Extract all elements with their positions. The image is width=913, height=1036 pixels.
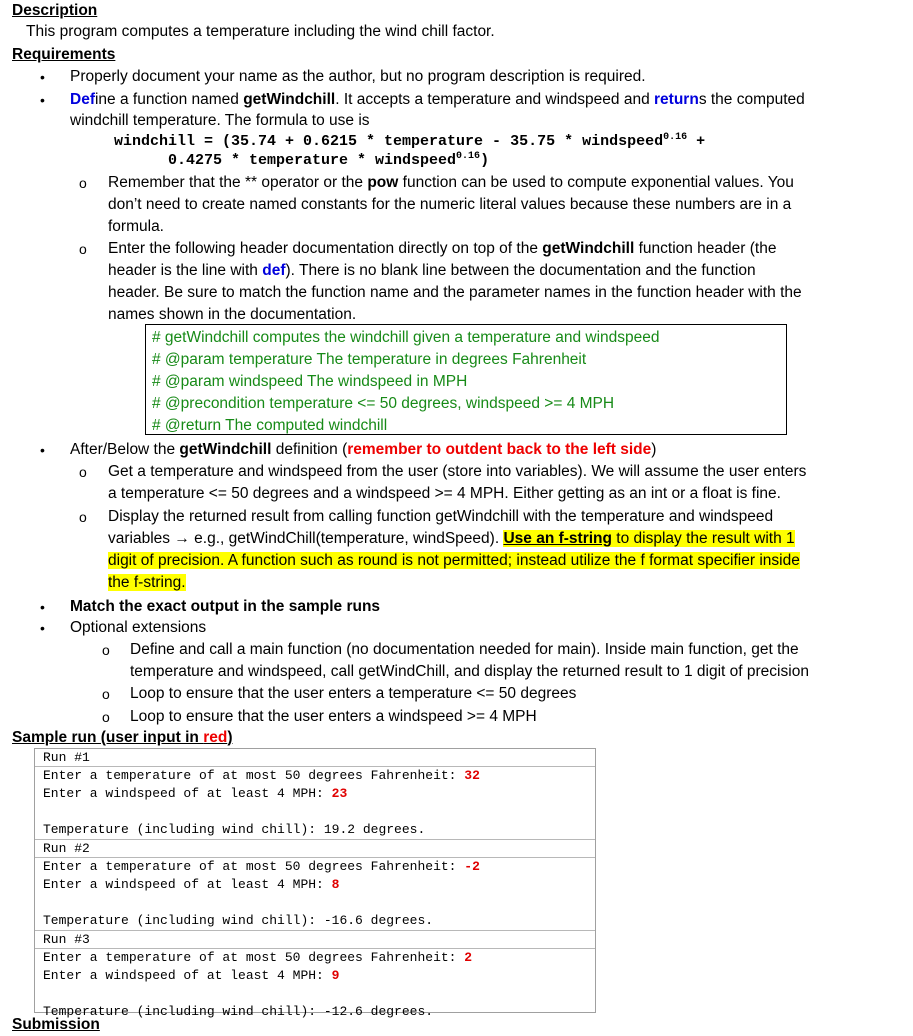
sub-header-doc-line3: header. Be sure to match the function name and the parameter names in the function header with the [108,284,802,301]
doc-line: # @return The computed windchill [152,417,388,434]
optional-loop-windspeed: Loop to ensure that the user enters a windspeed >= 4 MPH [130,708,537,725]
bullet-icon: • [40,442,45,458]
circle-bullet-icon: o [79,175,87,191]
sub-display-line4: the f-string. [108,574,186,591]
user-input: 32 [464,768,480,783]
requirement-optional-extensions: Optional extensions [70,619,207,636]
arrow-right-icon: → [174,530,190,547]
user-input: 23 [331,786,348,801]
optional-loop-temperature: Loop to ensure that the user enters a temperature <= 50 degrees [130,685,577,702]
run-label: Run #1 [35,749,595,767]
user-input: -2 [464,859,480,874]
run-output: Enter a temperature of at most 50 degrees Fahrenheit: -2 Enter a windspeed of at least 4 MPH: 8 Temperature (including wind chill): -16.6 degrees. [35,858,595,931]
requirement-author: Properly document your name as the author, but no program description is required. [70,68,646,85]
circle-bullet-icon: o [79,464,87,480]
description-text: This program computes a temperature including the wind chill factor. [26,23,495,40]
doc-line: # getWindchill computes the windchill given a temperature and windspeed [152,329,660,346]
bullet-icon: • [40,599,45,615]
user-input: 8 [331,877,340,892]
sub-get-input-line1: Get a temperature and windspeed from the user (store into variables). We will assume the user enters [108,463,807,480]
doc-line: # @param windspeed The windspeed in MPH [152,373,468,390]
sample-run-heading: Sample run (user input in red) [12,729,233,746]
sub-pow-line1: Remember that the ** operator or the pow function can be used to compute exponential values. You [108,174,794,191]
requirements-heading: Requirements [12,46,116,63]
optional-main-line1: Define and call a main function (no documentation needed for main). Inside main function, get the [130,641,799,658]
formula-line2: 0.4275 * temperature * windspeed$^{0.16}$) [168,151,490,169]
run-result: Temperature (including wind chill): 19.2 degrees. [43,822,426,837]
sample-runs-table [34,748,596,1019]
sub-header-doc-line4: names shown in the documentation. [108,306,357,323]
def-keyword: Def [70,91,95,108]
sub-header-doc-line2: header is the line with def). There is no blank line between the documentation and the function [108,262,756,279]
doc-line: # @precondition temperature <= 50 degrees, windspeed >= 4 MPH [152,395,615,412]
sub-pow-line3: formula. [108,218,164,235]
bullet-icon: • [40,69,45,85]
circle-bullet-icon: o [79,509,87,525]
user-input: 9 [331,968,340,983]
bullet-icon: • [40,620,45,636]
formula-line1: windchill = (35.74 + 0.6215 * temperature - 35.75 * windspeed$^{0.16}$ + [114,132,706,150]
circle-bullet-icon: o [102,642,110,658]
user-input: 2 [464,950,473,965]
sub-get-input-line2: a temperature <= 50 degrees and a windspeed >= 4 MPH. Either getting as an int or a float is fine. [108,485,781,502]
sub-display-line2: variables → e.g., getWindChill(temperature, windSpeed). Use an f-string to display the result with 1 [108,530,795,547]
description-heading: Description [12,2,98,19]
fstring-highlight: Use an f-string [503,530,612,547]
circle-bullet-icon: o [79,241,87,257]
doc-line: # @param temperature The temperature in degrees Fahrenheit [152,351,587,368]
circle-bullet-icon: o [102,686,110,702]
run-result: Temperature (including wind chill): -16.6 degrees. [43,913,434,928]
requirement-after-definition: After/Below the getWindchill definition (remember to outdent back to the left side) [70,441,657,458]
header-documentation-box [145,324,787,435]
bullet-icon: • [40,92,45,108]
sub-display-line3: digit of precision. A function such as round is not permitted; instead utilize the f format specifier inside [108,552,800,569]
function-name: getWindchill [243,91,336,108]
sub-display-line1: Display the returned result from calling function getWindchill with the temperature and windspeed [108,508,774,525]
run-label: Run #2 [35,840,595,858]
run-output: Enter a temperature of at most 50 degrees Fahrenheit: 32 Enter a windspeed of at least 4 MPH: 23 Temperature (including wind chill): 19.2 degrees. [35,767,595,840]
run-label: Run #3 [35,931,595,949]
circle-bullet-icon: o [102,709,110,725]
run-output: Enter a temperature of at most 50 degrees Fahrenheit: 2 Enter a windspeed of at least 4 MPH: 9 Temperature (including wind chill): -12.6 degrees. [35,949,595,1021]
requirement-define-function-line2: windchill temperature. The formula to use is [70,112,370,129]
requirement-match-output: Match the exact output in the sample runs [70,598,381,615]
sub-header-doc-line1: Enter the following header documentation directly on top of the getWindchill function header (the [108,240,777,257]
optional-main-line2: temperature and windspeed, call getWindChill, and display the returned result to 1 digit of precision [130,663,809,680]
return-keyword: return [654,91,699,108]
submission-heading: Submission [12,1016,100,1033]
run-result: Temperature (including wind chill): -12.6 degrees. [43,1004,434,1019]
requirement-define-function: Define a function named getWindchill. It accepts a temperature and windspeed and returns the computed [70,91,805,108]
sub-pow-line2: don’t need to create named constants for the numeric literal values because these numbers are in a [108,196,792,213]
